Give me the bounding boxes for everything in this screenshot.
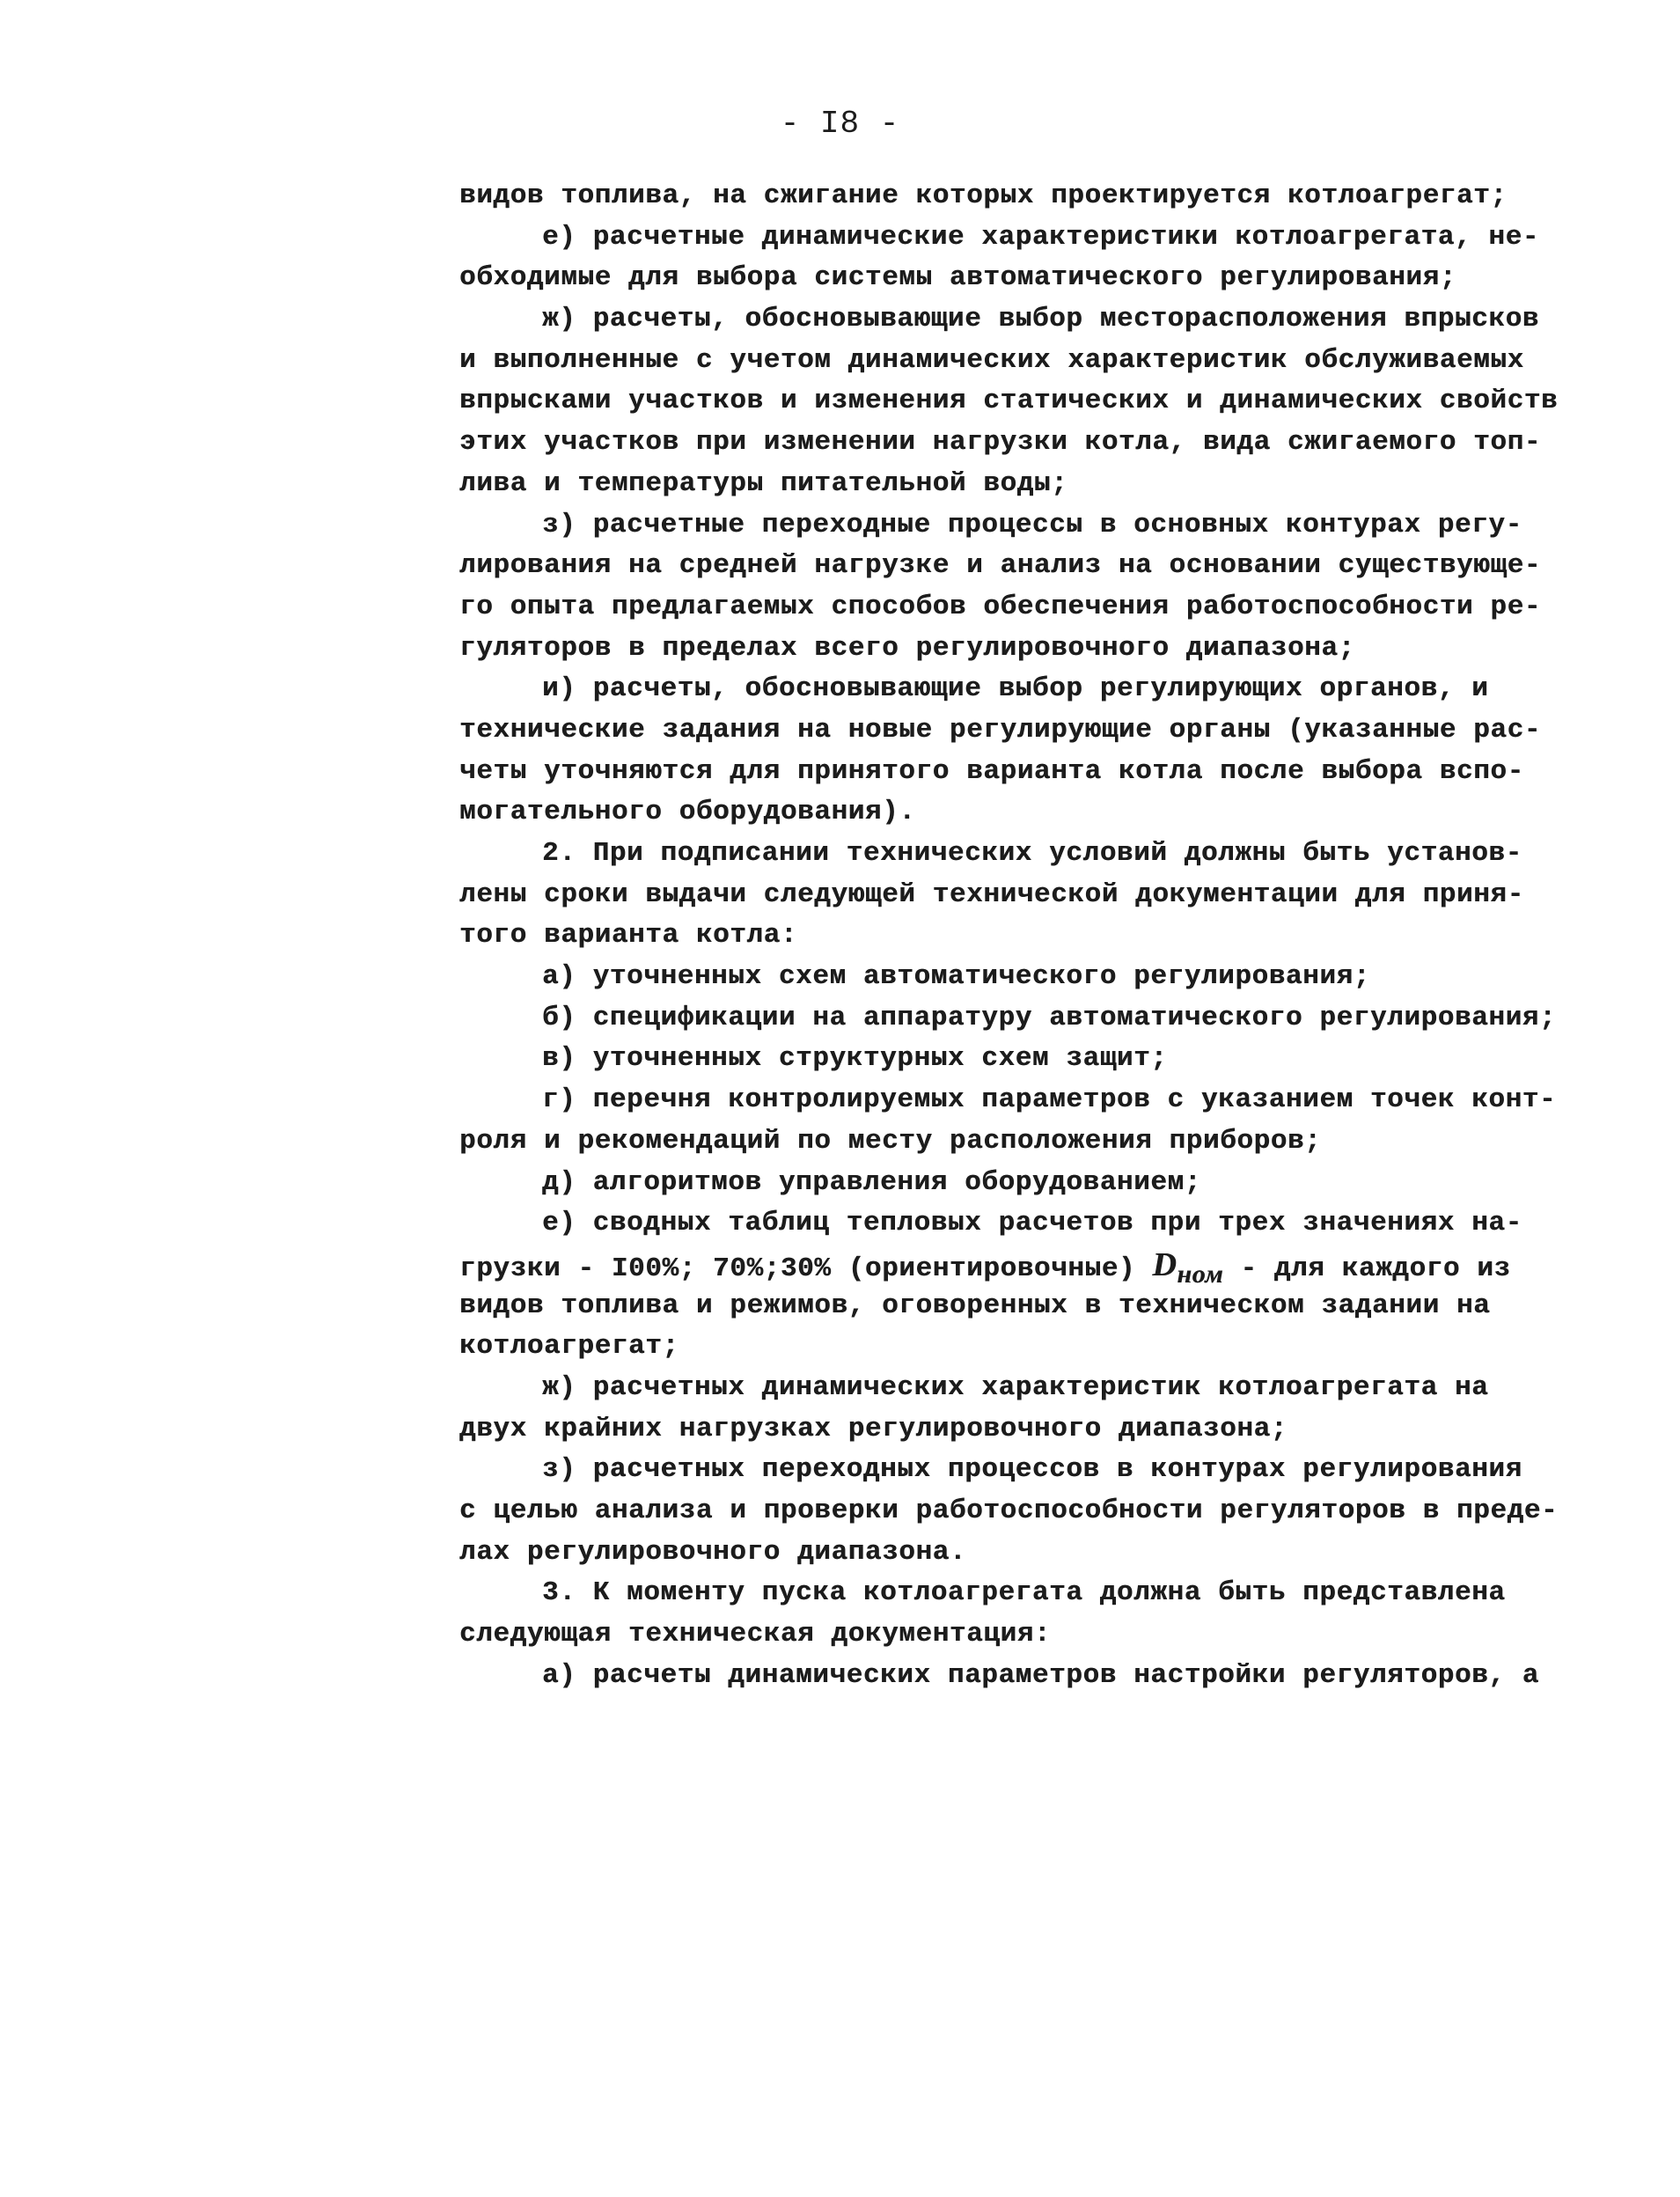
text-line: видов топлива и режимов, оговоренных в техническом задании на <box>459 1290 1491 1321</box>
text-line: следующая техническая документация: <box>459 1619 1052 1650</box>
text-line: этих участков при изменении нагрузки котла, вида сжигаемого топ- <box>459 427 1541 459</box>
text-line: а) расчеты динамических параметров настройки регуляторов, а <box>542 1659 1539 1691</box>
formula-symbol: D <box>1152 1245 1177 1283</box>
text-line: ж) расчетных динамических характеристик котлоагрегата на <box>542 1371 1489 1403</box>
text-line: лах регулировочного диапазона. <box>459 1536 967 1568</box>
text-line: е) расчетные динамические характеристики котлоагрегата, не- <box>542 221 1539 253</box>
text-line: а) уточненных схем автоматического регулирования; <box>542 961 1370 993</box>
text-line: четы уточняются для принятого варианта котла после выбора вспо- <box>459 755 1524 787</box>
text-line: г) перечня контролируемых параметров с указанием точек конт- <box>542 1084 1557 1116</box>
text-line: обходимые для выбора системы автоматического регулирования; <box>459 262 1456 294</box>
text-line: и) расчеты, обосновывающие выбор регулирующих органов, и <box>542 673 1489 705</box>
page-number: - I8 - <box>780 106 900 142</box>
text-line: е) сводных таблиц тепловых расчетов при трех значениях на- <box>542 1208 1522 1239</box>
body-text <box>459 176 1559 1696</box>
text-line: впрысками участков и изменения статических и динамических свойств <box>459 386 1559 417</box>
text-line: з) расчетных переходных процессов в контурах регулирования <box>542 1454 1522 1486</box>
text-line: в) уточненных структурных схем защит; <box>542 1043 1168 1075</box>
text-line: двух крайних нагрузках регулировочного диапазона; <box>459 1413 1288 1444</box>
text-line-with-formula <box>459 1245 1559 1289</box>
formula-d-nom <box>1152 1245 1224 1289</box>
text-segment: грузки - I00%; 70%;30% (ориентировочные) <box>459 1253 1136 1284</box>
text-line: лены сроки выдачи следующей технической документации для приня- <box>459 878 1524 910</box>
formula-subscript: ном <box>1177 1259 1224 1289</box>
text-line: лирования на средней нагрузке и анализ на основании существующе- <box>459 550 1541 582</box>
text-segment: - для каждого из <box>1240 1253 1511 1284</box>
text-line: котлоагрегат; <box>459 1331 679 1363</box>
text-line: лива и температуры питательной воды; <box>459 467 1068 499</box>
text-line: того варианта котла: <box>459 920 798 952</box>
text-line: 3. К моменту пуска котлоагрегата должна быть представлена <box>542 1577 1506 1609</box>
text-line: технические задания на новые регулирующие органы (указанные рас- <box>459 714 1541 746</box>
text-line: д) алгоритмов управления оборудованием; <box>542 1166 1201 1198</box>
text-line: видов топлива, на сжигание которых проектируется котлоагрегат; <box>459 180 1508 211</box>
text-line: гуляторов в пределах всего регулировочного диапазона; <box>459 632 1355 664</box>
text-line: роля и рекомендаций по месту расположения приборов; <box>459 1125 1322 1157</box>
text-line: с целью анализа и проверки работоспособности регуляторов в преде- <box>459 1495 1559 1526</box>
text-line: могательного оборудования). <box>459 797 916 828</box>
text-line: и выполненные с учетом динамических характеристик обслуживаемых <box>459 344 1524 376</box>
text-line: б) спецификации на аппаратуру автоматического регулирования; <box>542 1002 1557 1033</box>
text-line: 2. При подписании технических условий должны быть установ- <box>542 838 1522 869</box>
text-line: з) расчетные переходные процессы в основных контурах регу- <box>542 509 1522 540</box>
text-line: го опыта предлагаемых способов обеспечения работоспособности ре- <box>459 591 1541 622</box>
text-line: ж) расчеты, обосновывающие выбор месторасположения впрысков <box>542 304 1539 335</box>
